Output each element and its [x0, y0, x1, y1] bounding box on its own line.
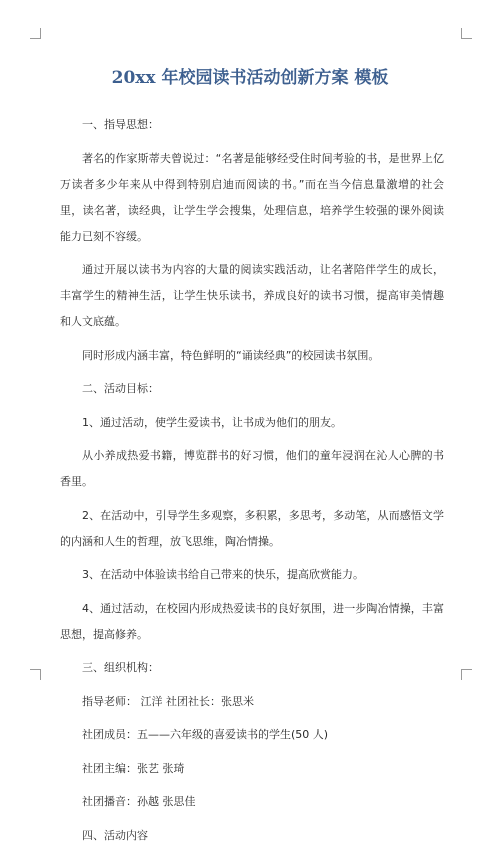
document-title: [0, 63, 500, 88]
org-line-editors: 社团主编：张艺 张琦: [82, 761, 185, 775]
crop-mark-bottom-right: [461, 669, 472, 680]
heading-activity-content: 四、活动内容: [82, 828, 148, 842]
crop-mark-top-left: [30, 28, 41, 39]
heading-activity-goals: 二、活动目标：: [82, 382, 159, 395]
title-year: 20xx: [111, 68, 156, 88]
paragraph: 著名的作家斯蒂夫曾说过：“名著是能够经受住时间考验的书，是世界上亿万读者多少年来从中得到特别启迪而阅读的书。”而在当今信息量激增的社会里，读名著，读经典，让学生学会搜集，处理信息，培养学生较强的课外阅读能力已刻不容缓。: [60, 151, 444, 243]
crop-mark-bottom-left: [30, 669, 41, 680]
title-text: 年校园读书活动创新方案 模板: [155, 68, 389, 88]
paragraph: 通过开展以读书为内容的大量的阅读实践活动，让名著陪伴学生的成长，丰富学生的精神生活，让学生快乐读书，养成良好的读书习惯，提高审美情趣和人文底蕴。: [60, 263, 444, 328]
heading-guiding-thought: 一、指导思想：: [82, 118, 159, 131]
heading-organization: 三、组织机构：: [82, 661, 159, 674]
org-line-members: 社团成员：五——六年级的喜爱读书的学生(50 人): [82, 728, 329, 741]
goal-item: 4、通过活动，在校园内形成热爱读书的良好氛围，进一步陶冶情操，丰富思想，提高修养。: [60, 601, 444, 641]
goal-item: 3、在活动中体验读书给自己带来的快乐，提高欣赏能力。: [82, 568, 364, 581]
document-body: [60, 112, 444, 856]
goal-item: 1、通过活动，使学生爱读书，让书成为他们的朋友。: [82, 415, 342, 429]
paragraph: 从小养成热爱书籍，博览群书的好习惯，他们的童年浸润在沁人心脾的书香里。: [60, 449, 444, 488]
goal-item: 2、在活动中，引导学生多观察，多积累，多思考，多动笔，从而感悟文学的内涵和人生的哲理，放飞思维，陶冶情操。: [60, 508, 444, 548]
org-line-broadcast: 社团播音：孙越 张思佳: [82, 795, 196, 808]
paragraph: 同时形成内涵丰富，特色鲜明的“诵读经典”的校园读书氛围。: [82, 348, 380, 362]
crop-mark-top-right: [461, 28, 472, 39]
org-line-advisor: 指导老师： 江洋 社团社长：张思米: [82, 694, 254, 708]
